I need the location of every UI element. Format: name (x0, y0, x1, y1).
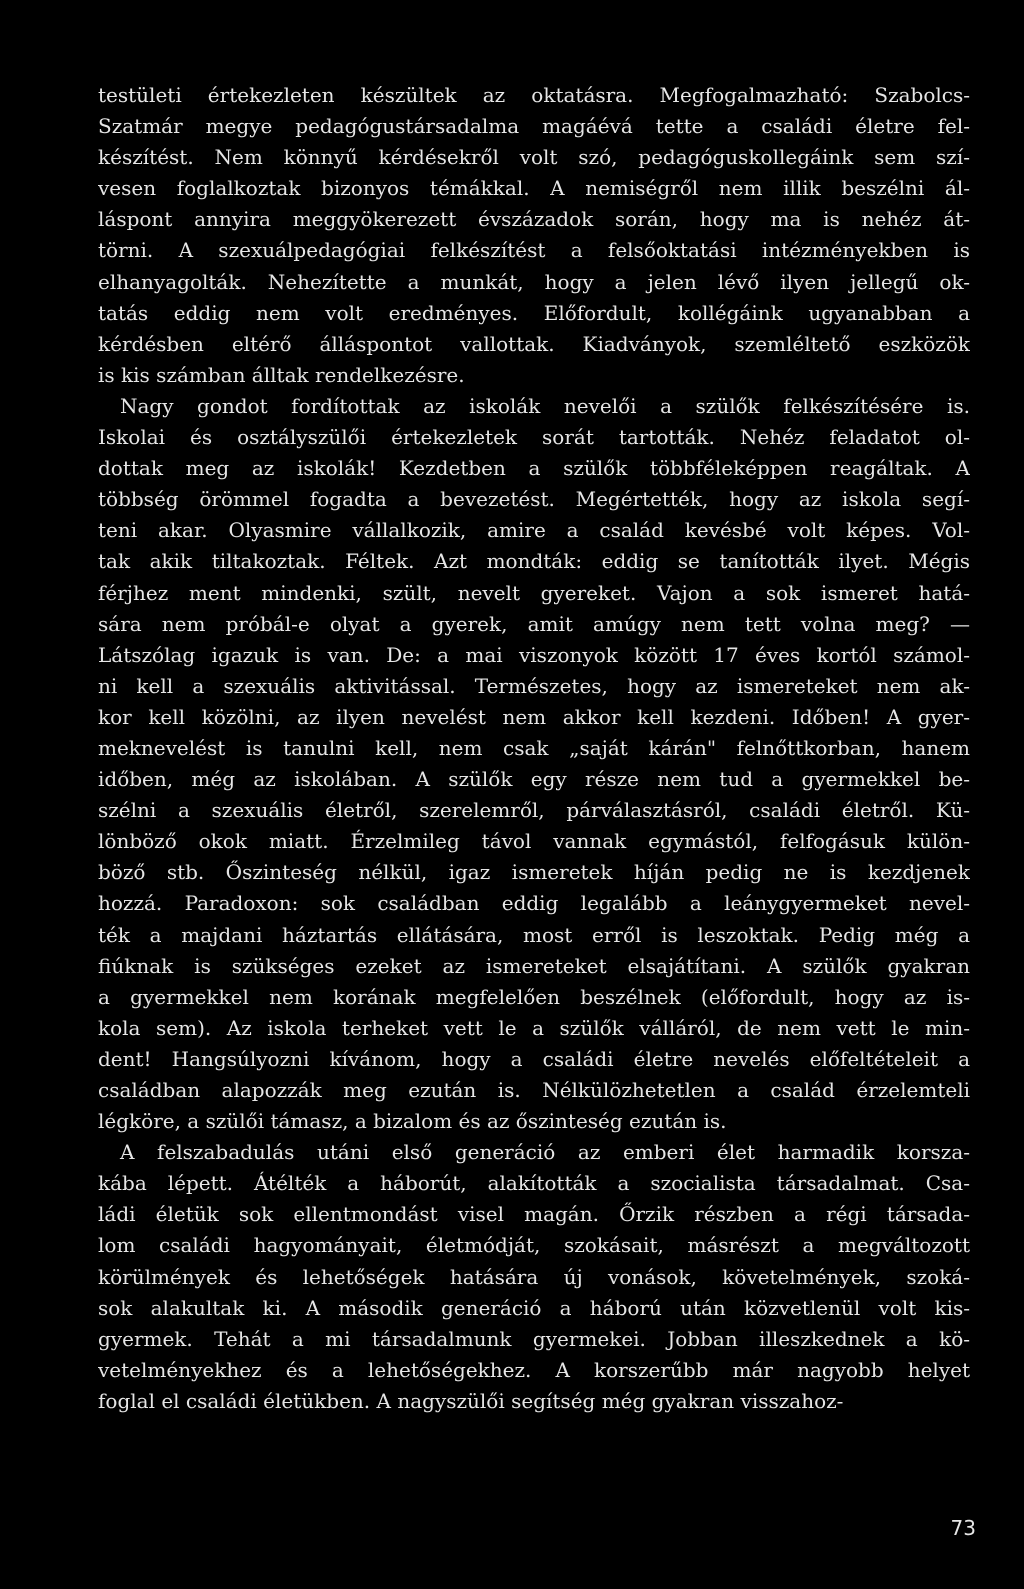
text-line: légköre, a szülői támasz, a bizalom és az őszinteség ezután is. (98, 1109, 727, 1134)
text-line: fiúknak is szükséges ezeket az ismereteket elsajátítani. A szülők gyakran (98, 953, 970, 978)
text-line: Látszólag igazuk is van. De: a mai viszonyok között 17 éves kortól számol- (98, 642, 970, 667)
text-line: dent! Hangsúlyozni kívánom, hogy a családi életre nevelés előfeltételeit a (98, 1046, 970, 1071)
text-line: dottak meg az iskolák! Kezdetben a szülők többféleképpen reagáltak. A (98, 456, 970, 481)
text-line: gyermek. Tehát a mi társadalmunk gyermekei. Jobban illeszkednek a kö- (98, 1326, 970, 1351)
text-line: Iskolai és osztályszülői értekezletek sorát tartották. Nehéz feladatot ol- (98, 425, 970, 450)
text-line: kába lépett. Átélték a háborút, alakították a szocialista társadalmat. Csa- (98, 1171, 970, 1196)
text-line: Nagy gondot fordítottak az iskolák nevelői a szülők felkészítésére is. (120, 393, 970, 418)
text-line: teni akar. Olyasmire vállalkozik, amire a család kevésbé volt képes. Vol- (98, 518, 970, 543)
text-line: időben, még az iskolában. A szülők egy része nem tud a gyermekkel be- (98, 767, 970, 792)
text-line: körülmények és lehetőségek hatására új vonások, követelmények, szoká- (98, 1264, 970, 1289)
text-line: elhanyagolták. Nehezítette a munkát, hogy a jelen lévő ilyen jellegű ok- (98, 269, 970, 294)
text-line: is kis számban álltak rendelkezésre. (98, 362, 465, 387)
text-line: sok alakultak ki. A második generáció a háború után közvetlenül volt kis- (98, 1295, 970, 1320)
text-line: többség örömmel fogadta a bevezetést. Megértették, hogy az iskola segí- (98, 487, 970, 512)
text-line: törni. A szexuálpedagógiai felkészítést a felsőoktatási intézményekben is (98, 238, 970, 263)
text-line: lönböző okok miatt. Érzelmileg távol vannak egymástól, felfogásuk külön- (98, 829, 970, 854)
text-line: tatás eddig nem volt eredményes. Előfordult, kollégáink ugyanabban a (98, 300, 970, 325)
text-line: sára nem próbál-e olyat a gyerek, amit amúgy nem tett volna meg? — (98, 611, 970, 636)
text-line: készítést. Nem könnyű kérdésekről volt szó, pedagóguskollegáink sem szí- (98, 145, 970, 170)
text-line: ték a majdani háztartás ellátására, most erről is leszoktak. Pedig még a (98, 922, 970, 947)
text-line: szélni a szexuális életről, szerelemről, párválasztásról, családi életről. Kü- (98, 798, 970, 823)
text-line: kola sem). Az iskola terheket vett le a szülők válláról, de nem vett le min- (98, 1015, 970, 1040)
text-line: vetelményekhez és a lehetőségekhez. A korszerűbb már nagyobb helyet (98, 1357, 970, 1382)
text-line: láspont annyira meggyökerezett évszázadok során, hogy ma is nehéz át- (98, 207, 970, 232)
text-line: testületi értekezleten készültek az oktatásra. Megfogalmazható: Szabolcs- (98, 83, 970, 107)
text-line: családban alapozzák meg ezután is. Nélkülözhetetlen a család érzelemteli (98, 1078, 970, 1102)
text-line: kor kell közölni, az ilyen nevelést nem akkor kell kezdeni. Időben! A gyer- (98, 704, 970, 729)
text-line: vesen foglalkoztak bizonyos témákkal. A nemiségről nem illik beszélni ál- (98, 176, 970, 201)
body-text (98, 80, 970, 1417)
text-line: böző stb. Őszinteség nélkül, igaz ismeretek híján pedig ne is kezdjenek (98, 860, 970, 885)
text-line: hozzá. Paradoxon: sok családban eddig legalább a leánygyermeket nevel- (98, 891, 970, 916)
text-line: ládi életük sok ellentmondást visel magán. Őrzik részben a régi társada- (98, 1202, 970, 1227)
text-line: A felszabadulás utáni első generáció az emberi élet harmadik korsza- (120, 1140, 970, 1165)
text-line: foglal el családi életükben. A nagyszülői segítség még gyakran visszahoz- (98, 1388, 844, 1413)
text-line: tak akik tiltakoztak. Féltek. Azt mondták: eddig se tanították ilyet. Mégis (98, 549, 970, 574)
text-line: lom családi hagyományait, életmódját, szokásait, másrészt a megváltozott (98, 1233, 970, 1258)
page-number: 73 (950, 1516, 976, 1540)
text-line: meknevelést is tanulni kell, nem csak „saját kárán" felnőttkorban, hanem (98, 735, 970, 760)
text-line: a gyermekkel nem korának megfelelően beszélnek (előfordult, hogy az is- (98, 984, 970, 1009)
text-line: ni kell a szexuális aktivitással. Természetes, hogy az ismereteket nem ak- (98, 673, 970, 698)
text-line: Szatmár megye pedagógustársadalma magáévá tette a családi életre fel- (98, 114, 970, 139)
text-line: férjhez ment mindenki, szült, nevelt gyereket. Vajon a sok ismeret hatá- (98, 580, 970, 605)
text-line: kérdésben eltérő álláspontot vallottak. Kiadványok, szemléltető eszközök (98, 331, 970, 356)
